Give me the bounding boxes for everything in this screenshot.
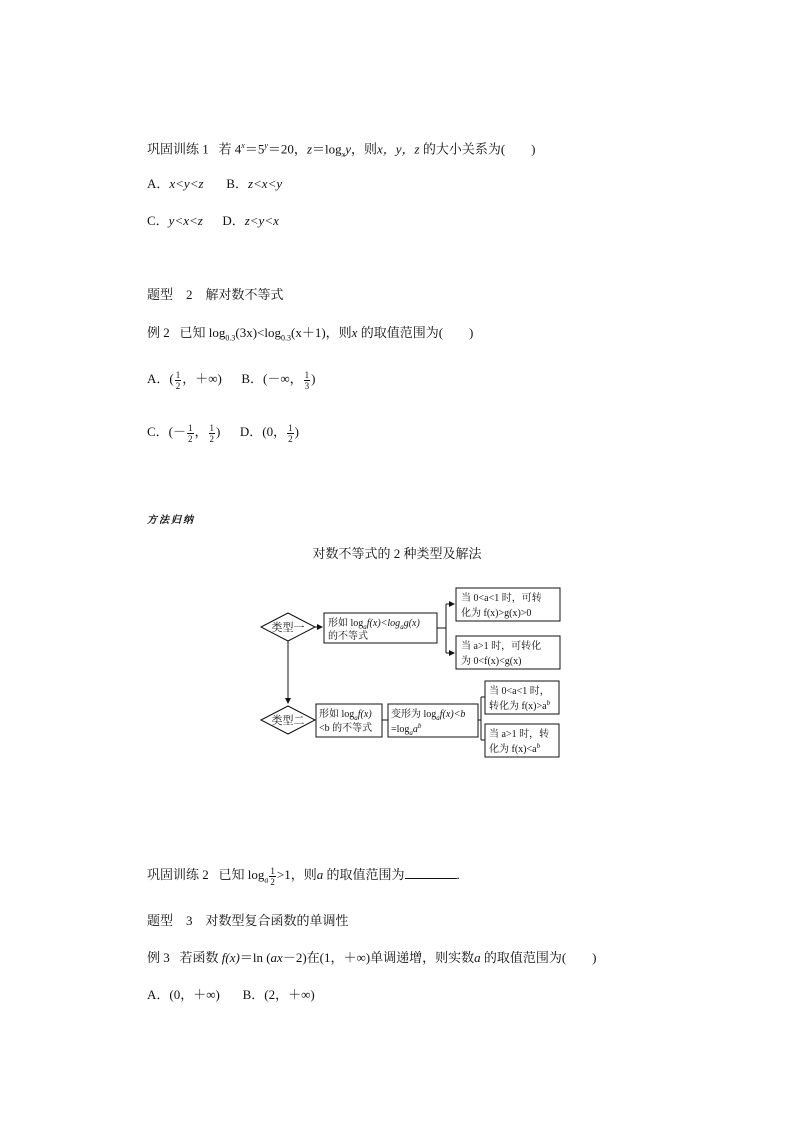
answer-blank[interactable] [405, 866, 457, 879]
option-a[interactable]: A．(0，＋∞) [147, 987, 220, 1002]
type2-label: 类型二 [271, 715, 305, 727]
option-c[interactable]: C．(－ $\frac{1}{2}$ ， $\frac{1}{2}$ ) [147, 422, 221, 444]
svg-text:变形为 logaf(x)<b: 变形为 $\log_af(x)<b$ [391, 709, 466, 722]
practice1-question: 巩固训练 1 若 $4^x=5^y=20$，$z=\log_xy$，则x，y，z 的大小关系为( ) [147, 141, 536, 159]
fraction: $\frac{1}{2}$ [270, 866, 275, 887]
svg-text:当 a>1 时，转: 当 a>1 时，转 [489, 729, 550, 740]
svg-text:形如 logaf(x): 形如 $\log_af(x)$ [319, 709, 372, 722]
svg-text:<b 的不等式: <b 的不等式 [319, 723, 373, 734]
type1-label: 类型一 [271, 622, 305, 634]
fraction: $\frac{1}{2}$ [288, 422, 293, 444]
svg-text:转化为 f(x)>ab: 转化为 $f(x)>a^b$ [489, 699, 551, 712]
example3-question: 例 3 若函数 f(x)＝ln (ax－2)在(1，＋∞)单调递增，则实数a 的取值范围为( ) [147, 950, 597, 965]
practice2-label: 巩固训练 2 [147, 867, 209, 882]
option-d[interactable]: D．z<y<x [222, 213, 279, 228]
diagram-title: 对数不等式的 2 种类型及解法 [312, 546, 482, 561]
example2-label: 例 2 [147, 325, 170, 340]
svg-text:当 0<a<1 时，可转: 当 0<a<1 时，可转 [461, 593, 542, 604]
section2-title: 题型 2 解对数不等式 [147, 287, 284, 302]
option-b[interactable]: B．(2，＋∞) [242, 987, 315, 1002]
svg-text:化为 f(x)>g(x)>0: 化为 f(x)>g(x)>0 [461, 608, 532, 619]
example3-label: 例 3 [147, 950, 170, 965]
option-a[interactable]: A．( $\frac{1}{2}$ ，＋∞) [147, 369, 222, 391]
fraction: $\frac{1}{2}$ [188, 422, 193, 444]
type1-box-line1: 形如 $\log_af(x)<\log_ag(x)$ [328, 618, 420, 631]
fraction: $\frac{1}{3}$ [304, 369, 310, 391]
option-d[interactable]: D．(0， $\frac{1}{2}$ ) [239, 422, 299, 444]
svg-text:化为 f(x)<ab: 化为 $f(x)<a^b$ [489, 742, 541, 755]
svg-text:当 0<a<1 时，: 当 0<a<1 时， [489, 686, 550, 697]
method-summary-label: 方法归纳 [147, 515, 195, 526]
type1-box-line2: 的不等式 [328, 631, 368, 642]
fraction: $\frac{1}{2}$ [175, 369, 181, 391]
option-b[interactable]: B．z<x<y [226, 176, 283, 191]
option-b[interactable]: B．(－∞， $\frac{1}{3}$ ) [241, 369, 316, 391]
practice1-label: 巩固训练 1 [147, 141, 209, 157]
svg-text:当 a>1 时，可转化: 当 a>1 时，可转化 [461, 641, 542, 652]
practice2-question: 巩固训练 2 已知 $\log_a$ $\frac{1}{2}$ >1，则a 的取值范围为 . [147, 866, 460, 887]
option-a[interactable]: A．x<y<z [147, 176, 204, 191]
example2-question: 例 2 已知 $\log_{0.3}(3x)<\log_{0.3}(x+1)$，则x 的取值范围为( ) [147, 325, 474, 343]
option-c[interactable]: C．y<x<z [147, 213, 203, 228]
example3-options-ab [147, 986, 315, 1004]
svg-text:=logaab: $=\log_aa^b$ [391, 722, 422, 737]
section3-title: 题型 3 对数型复合函数的单调性 [147, 913, 349, 928]
svg-text:为 0<f(x)<g(x): 为 0<f(x)<g(x) [461, 656, 522, 667]
fraction: $\frac{1}{2}$ [209, 422, 215, 444]
